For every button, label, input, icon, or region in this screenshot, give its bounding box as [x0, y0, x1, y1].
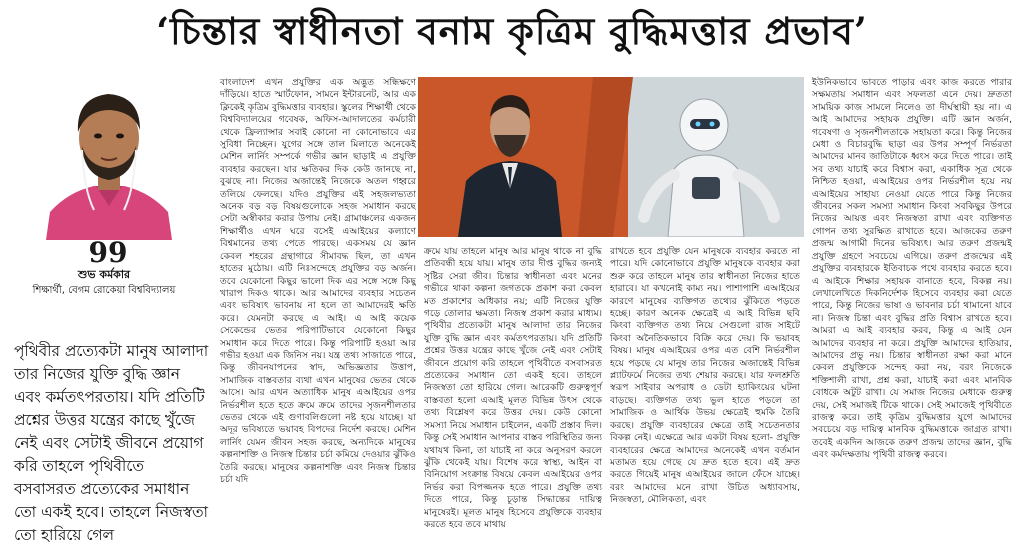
- author-portrait: [38, 80, 180, 240]
- headline: ‘চিন্তার স্বাধীনতা বনাম কৃত্রিম বুদ্ধিমত্তার প্রভাব’: [156, 8, 868, 53]
- column-3-text: রাখতে হবে প্রযুক্তি যেন মানুষকে ব্যবহার করতে না পারে। যদি কোনোভাবে প্রযুক্তি মানুষকে ব্যবহার করা শুরু করে তাহলে মানুষ তার স্বাধীনতা নিজের হাতে হারাবে। যা কখনোই কাম্য নয়। পাশাপাশি এআইয়ের কারণে মানুষের ব্যক্তিগত তথ্যের ঝুঁকিতে পড়তে হচ্ছে। কারণ অনেক ক্ষেত্রেই এ আই বিভিন্ন ছবি কিংবা ব্যক্তিগত তথ্য নিয়ে সেগুলো রাজ সাইটে কিংবা অনৈতিকভাবে বিক্রি করে দেয়। কি ভয়াবহ বিষয়। মানুষ এআইয়ের ওপর এত বেশি নির্ভরশীল হয়ে পড়ছে যে মানুষ তার নিজের অজান্তেই বিভিন্ন প্ল্যাটফর্মে নিজের তথ্য শেয়ার করছে। যার ফলশ্রুতি স্বরূপ সাইবার অপরাধ ও ডেটা হ্যাকিংয়ের ঘটনা বাড়ছে। ব্যক্তিগত তথ্য ভুল হাতে পড়লে তা সামাজিক ও আর্থিক উভয় ক্ষেত্রেই হুমকি তৈরি করছে। প্রযুক্তি ব্যবহারের ক্ষেত্রে তাই সচেতনতার বিকল্প নেই। এক্ষেত্রে আর একটা বিষয় হলো- প্রযুক্তি ব্যবহারের ক্ষেত্রে আমাদের অনেকেই এখন বর্তমান মতামত হয়ে গেছে যে দ্রুত হতে হবে। এই দ্রুত করতে গিয়েই মানুষ এআইয়ের জালে ফেঁসে যাচ্ছে। বরং আমাদের মনে রাখা উচিত অধ্যাবসায়, নিজস্বতা, মৌলিকতা, এবং: [610, 246, 800, 506]
- quote-mark: 99: [88, 236, 128, 269]
- man-and-robot-illustration: [418, 77, 804, 237]
- column-4-text: ইউনিকভাবে ভাবতে পাড়ার এবং কাজ করতে পারার সক্ষমতায় সমাধান এবং সফলতা এনে দেয়। দ্রুততা সাময়িক কাজ সামলে নিলেও তা দীর্ঘস্থায়ী হয় না। এ আই আমাদের সহায়ক প্রযুক্তি। এটি জ্ঞান অর্জন, গবেষণা ও সৃজনশীলতাকে সহায়তা করে। কিন্তু নিজের মেধা ও বিচারবুদ্ধি ছাড়া এর উপর সম্পূর্ণ নির্ভরতা আমাদের মানব জাতিটাকে ধ্বংস করে দিতে পারে। তাই সব তথ্য যাচাই করে বিশ্বাস করা, একাধিক সূত্র থেকে নিশ্চিত হওয়া, এআইয়ের ওপর নির্ভরশীল হয়ে নয় এআইয়ের সাহায্য নেওয়া যেতে পারে কিন্তু নিজের জীবনের সকল সমস্যা সমাধান কিংবা সবকিছুর উপরে নিজের আয়ত্ত এবং নিজস্বতা রাখা এবং ব্যক্তিগত গোপন তথ্য সুরক্ষিত রাখাতে হবে। আজকের তরুণ প্রজন্ম আগামী দিনের ভবিষ্যৎ। আর তরুণ প্রজন্মই প্রযুক্তি গ্রহণে সবচেয়ে এগিয়ে। তরুণ প্রজন্মের এই প্রযুক্তির ব্যবহারকে ইতিবাচক পথে ব্যবহার করতে হবে। এ আইকে শিক্ষার সহায়ক বানাতে হবে, বিকল্প নয়। লেখালেখিতে দিকনির্দেশক হিসেবে ব্যবহার করা যেতে পারে, কিন্তু নিজের ভাষা ও ভাবনার চর্চা থামানো যাবে না। নিজস্ব চিন্তা এবং বুদ্ধির প্রতি বিশ্বাস রাখতে হবে। আমরা এ আই ব্যবহার করব, কিন্তু এ আই যেন আমাদের ব্যবহার না করে। প্রযুক্তি আমাদের হাতিয়ার, আমাদের প্রভু নয়। চিন্তার স্বাধীনতা রক্ষা করা মানে কেবল প্রযুক্তিকে সন্দেহ করা নয়, বরং নিজেকে শক্তিশালী রাখা, প্রশ্ন করা, যাচাই করা এবং মানবিক বোধকে অটুট রাখা। যে সমাজ নিজের মেধাকে গুরুত্ব দেয়, সেই সমাজই টিকে থাকে। সেই সমাজেই পৃথিবীতে রাজত্ব করে। তাই কৃত্রিম বুদ্ধিমত্তার যুগে আমাদের সবচেয়ে বড় দায়িত্ব মানবিক বুদ্ধিমত্তাকে জাগ্রত রাখা। তবেই একদিন আজকে তরুণ প্রজন্ম তাদের জ্ঞান, বুদ্ধি এবং কর্মদক্ষতায় পৃথিবী রাজত্ব করবে।: [812, 77, 1012, 461]
- author-name: শুভ কর্মকার: [77, 268, 131, 281]
- article-column-4: [812, 77, 1012, 462]
- pull-quote: পৃথিবীর প্রত্যেকটা মানুষ আলাদা তার নিজের যুক্তি বুদ্ধি জ্ঞান এবং কর্মতৎপরতায়। যদি প্রতিটি প্রশ্নের উত্তর যন্ত্রের কাছে খুঁজে নেই এবং সেটাই জীবনে প্রয়োগ করি তাহলে পৃথিবীতে বসবাসরত প্রত্যেকের সমাধান তো একই হবে। তাহলে নিজস্বতা তো হারিয়ে গেল: [14, 342, 209, 544]
- article-column-3: [610, 246, 800, 507]
- column-1-text: বাংলাদেশ এখন প্রযুক্তির এক অদ্ভুত সন্ধিক্ষণে দাঁড়িয়ে। হাতে স্মার্টফোন, সামনে ইন্টারনেট, আর এক ক্লিকেই কৃত্রিম বুদ্ধিমত্তার ব্যবহার। স্কুলের শিক্ষার্থী থেকে বিশ্ববিদ্যালয়ের গবেষক, অফিস-আদালতের কর্মচারী থেকে ফ্রিল্যান্সার সবাই কোনো না কোনোভাবে এর সুবিধা নিচ্ছেন। যুগের সঙ্গে তাল মিলাতে অনেকেই মেশিন লার্নিং সম্পর্কে গভীর জ্ঞান ছাড়াই এ প্রযুক্তি ব্যবহার করছেন। যার ক্ষতিকর দিক কেউ জানছে না, বুঝছে না। নিজের অজান্তেই নিজেকে অতল গহ্বরে তলিয়ে ফেলছে। যদিও প্রযুক্তির এই সহজলভ্যতা অনেক বড় বড় বিষয়গুলোকে সহজ সমাধান করছে সেটা অস্বীকার করার উপায় নেই। গ্রামাঞ্চলের একজন শিক্ষার্থীও এখন ঘরে বসেই এআইয়ের কল্যাণে বিশ্বমানের তথ্য পেতে পারছে। একসময় যে জ্ঞান কেবল শহরের গ্রন্থাগারে সীমাবদ্ধ ছিল, তা এখন হাতের মুঠোয়। এটি নিঃসন্দেহে প্রযুক্তির বড় অর্জন। তবে যেকোনো কিছুর ভালো দিক এর সঙ্গে সঙ্গে কিছু খারাপ দিকও থাকে। আর আমাদের ব্যবহার সচেতন এবং ভবিষ্যৎ ভাবনায় না হলে তা আমাদেরই ক্ষতি করে। যেমনটা করছে এ আই। এ আই কয়েক সেকেন্ডের ভেতর পরিপাটিভাবে যেকোনো কিছুর সমাধান করে দিতে পারে। কিন্তু পরিপাটি হওয়া আর গভীর হওয়া এক জিনিস নয়। যন্ত্র তথ্য সাজাতে পারে, কিন্তু জীবনযাপনের স্বাদ, অভিজ্ঞতার উত্তাপ, সামাজিক বাস্তবতার ব্যথা এখন মানুষের ভেতর থেকে আসে। আর এখন অত্যাধিক মানুষ এআইয়ের ওপর নির্ভরশীল হতে হতে ক্রমে ক্রমে তাদের সৃজনশীলতার ভেতর থেকে এই গুণাবলিগুলো নষ্ট হয়ে যাচ্ছে। যা অদূর ভবিষ্যতে ভয়াবহ বিপদের নির্দেশ করছে। মেশিন লার্নিং যেমন জীবন সহজ করছে, অন্যদিকে মানুষের কল্পনাশক্তি ও নিজস্ব চিন্তার চর্চা কমিয়ে দেওয়ার ঝুঁকিও তৈরি করছে। মানুষের কল্পনাশক্তি এবং নিজস্ব চিন্তার চর্চা যদি: [220, 77, 416, 485]
- article-column-2: [424, 246, 602, 531]
- article-column-1: [220, 77, 416, 486]
- author-role: শিক্ষার্থী, বেগম রোকেয়া বিশ্ববিদ্যালয়: [32, 285, 176, 296]
- column-2-text: ক্রমে যায় তাহলে মানুষ আর মানুষ থাকে না বুদ্ধি প্রতিবন্ধী হয়ে যায়। মানুষ তার দীপ্ত বুদ্ধির জন্যই সৃষ্টির সেরা জীব। চিন্তার স্বাধীনতা এবং মনের গভীরে থাকা কল্পনা জগতকে প্রকাশ করা কেবল মত প্রকাশের অধিকার নয়; এটি নিজের যুক্তি গড়ে তোলার ক্ষমতা। নিজস্ব প্রকাশ করার মাধ্যম। পৃথিবীর প্রত্যেকটা মানুষ আলাদা তার নিজের যুক্তি বুদ্ধি জ্ঞান এবং কর্মতৎপরতায়। যদি প্রতিটি প্রশ্নের উত্তর যন্ত্রের কাছে খুঁজে নেই এবং সেটাই জীবনে প্রয়োগ করি তাহলে পৃথিবীতে বসবাসরত প্রত্যেকের সমাধান তো একই হবে। তাহলে নিজস্বতা তো হারিয়ে গেল। আরেকটি গুরুত্বপূর্ণ বাস্তবতা হলো এআই মূলত বিভিন্ন উৎস থেকে তথ্য বিশ্লেষণ করে উত্তর দেয়। কেউ কোনো সমস্যা নিয়ে সমাধান চাইলেন, একটি প্রস্তাব দিল। কিন্তু সেই সমাধান আপনার বাস্তব পরিস্থিতির জন্য যথাযথ কিনা, তা যাচাই না করে অনুসরণ করলে ঝুঁকি থেকেই যায়। বিশেষ করে স্বাস্থ্য, আইন বা বিনিয়োগ সংক্রান্ত বিষয়ে কেবল এআইয়ের ওপর নির্ভর করা বিপজ্জনক হতে পারে। প্রযুক্তি তথ্য দিতে পারে, কিন্তু চূড়ান্ত সিদ্ধান্তের দায়িত্ব মানুষেরই। মূলত মানুষ হিসেবে প্রযুক্তিকে ব্যবহার করতে হবে তবে মাথায়: [424, 246, 602, 530]
